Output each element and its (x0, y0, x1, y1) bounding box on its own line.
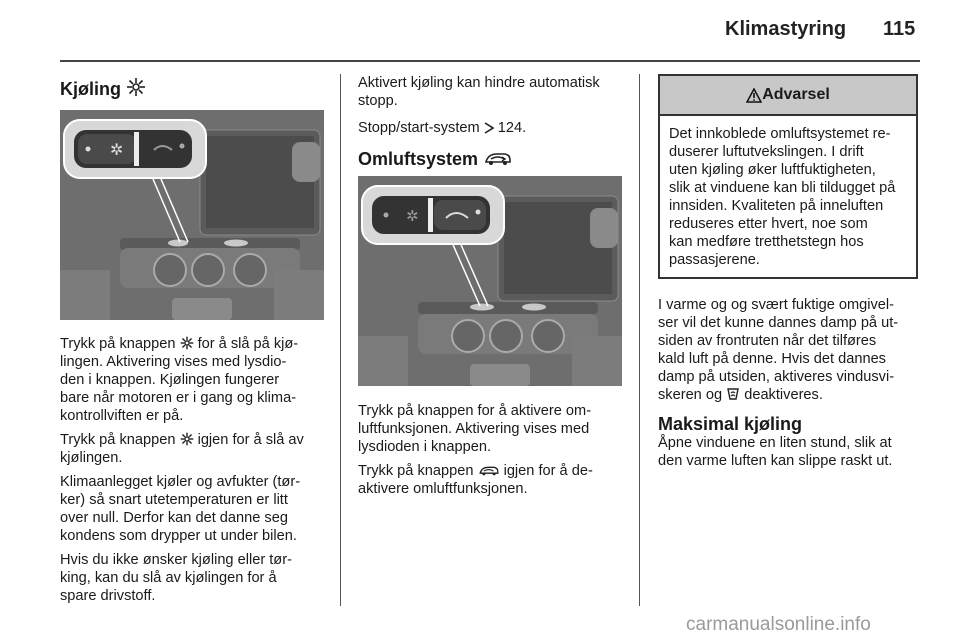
watermark: carmanualsonline.info (686, 614, 871, 635)
svg-text:✲: ✲ (110, 140, 124, 159)
paragraph: Hvis du ikke ønsker kjøling eller tør- king, kan du slå av kjølingen for å spare drivstoff. (60, 552, 292, 604)
header-rule (60, 60, 920, 62)
windscreen-air-icon (726, 387, 740, 401)
column-1 (60, 74, 328, 611)
warning-triangle-icon (746, 88, 762, 103)
section-heading-max-cooling: Maksimal kjøling (658, 414, 803, 434)
section-heading-recirculation: Omluftsystem (358, 147, 626, 171)
fan-icon (180, 336, 194, 350)
paragraph: Trykk på knappen for å aktivere om- luftfunksjonen. Aktivering vises med lysdioden i knappen. (358, 403, 592, 455)
section-heading-cooling: Kjøling (60, 77, 328, 101)
ac-button-photo (60, 110, 324, 320)
recirculation-icon (478, 465, 500, 477)
warning-header (660, 76, 916, 116)
recirculation-button-photo (358, 176, 622, 386)
page-number: 115 (883, 18, 916, 40)
column-divider (340, 74, 341, 606)
paragraph: Åpne vinduene en liten stund, slik at den varme luften kan slippe raskt ut. (658, 435, 893, 469)
warning-box (658, 74, 918, 279)
column-2 (358, 74, 626, 504)
warning-title: Advarsel (762, 86, 830, 103)
paragraph: Aktivert kjøling kan hindre automatisk stopp. (358, 75, 600, 109)
paragraph: I varme og og svært fuktige omgivel- ser vil det kunne dannes damp på ut- siden av frontruten når det tilføres kald luft på denne. Hvis det dannes damp på utsiden, aktiveres vindusvi- skeren og deaktiveres. (658, 297, 899, 403)
paragraph: Trykk på knappen igjen for å slå av kjølingen. (60, 432, 304, 466)
fan-icon (180, 432, 194, 446)
fan-icon (126, 77, 146, 97)
paragraph: Trykk på knappen for å slå på kjø- lingen. Aktivering vises med lysdio- den i knappen. Kjølingen fungerer bare når motoren er i gang og klima- kontrollviften er på. (60, 336, 299, 424)
reference-arrow-icon (484, 122, 494, 134)
svg-text:✲: ✲ (406, 207, 419, 225)
cross-reference: Stopp/start-system 124. (358, 120, 527, 136)
paragraph: Trykk på knappen igjen for å de- aktivere omluftfunksjonen. (358, 463, 593, 497)
paragraph: Klimaanlegget kjøler og avfukter (tør- ker) så snart utetemperaturen er litt over null. Derfor kan det danne seg kondens som drypper ut under bilen. (60, 474, 301, 544)
recirculation-icon (483, 151, 513, 167)
column-3 (658, 74, 920, 476)
warning-text: Det innkoblede omluftsystemet re- duserer luftutvekslingen. I drift uten kjøling øker luftfuktigheten, slik at vinduene kan bli tildugget på innsiden. Kvaliteten på inneluften reduseres etter hvert, noe som kan medføre tretthetstegn hos passasjerene. (669, 126, 896, 268)
column-divider (639, 74, 640, 606)
page-header-title: Klimastyring (725, 18, 847, 40)
